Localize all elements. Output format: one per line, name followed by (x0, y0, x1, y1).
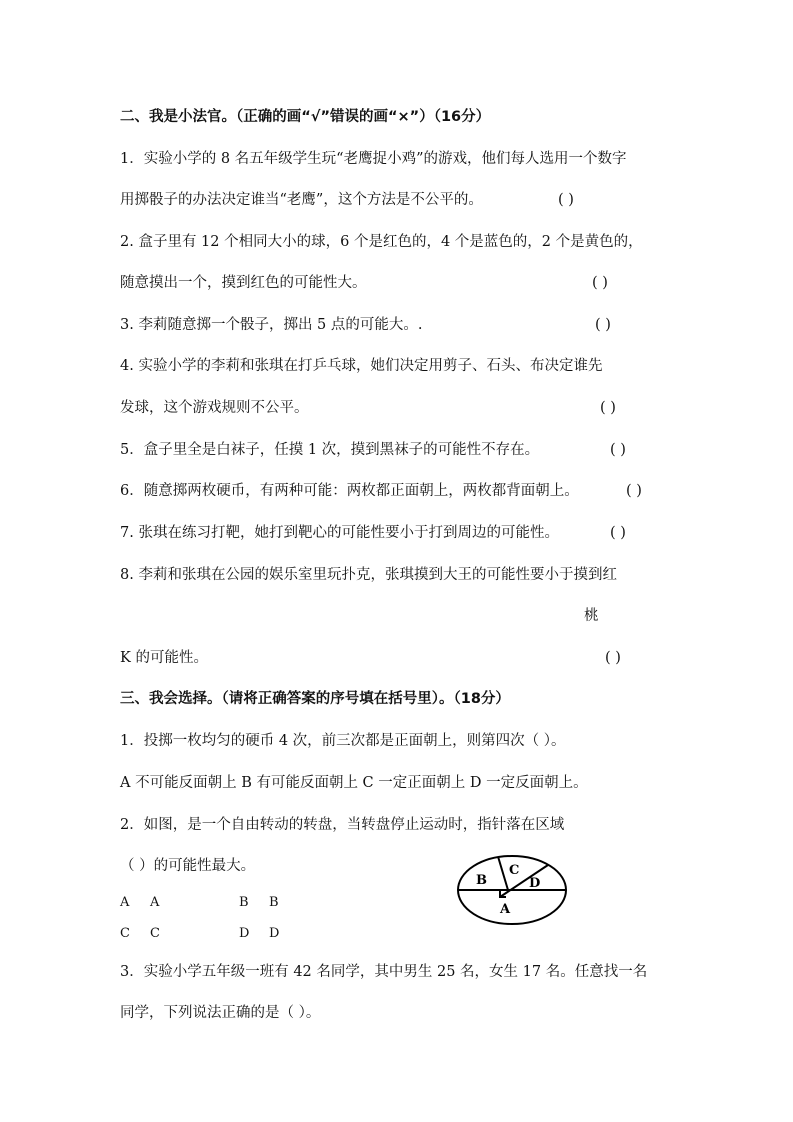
q3-2-option-c-value: C (150, 926, 160, 941)
q3-2-text-2: （ ）的可能性最大。 (120, 858, 256, 874)
q2-5-line-1: 5．盒子里全是白袜子，任摸 1 次，摸到黑袜子的可能性不存在。 (120, 442, 540, 458)
q3-2-option-a-letter: A (120, 895, 130, 910)
q2-4-line-2: 发球，这个游戏规则不公平。 (120, 400, 309, 416)
q3-2-option-d-value: D (269, 926, 280, 941)
q2-8-line-2: 桃 (584, 608, 599, 624)
spinner-label-a: A (500, 902, 511, 917)
q2-8-answer-paren[interactable]: ( ) (605, 650, 621, 666)
section-3-heading: 三、我会选择。（请将正确答案的序号填在括号里）。（18分） (120, 691, 510, 707)
q2-3-answer-paren[interactable]: ( ) (595, 317, 611, 333)
q3-1-options: A 不可能反面朝上 B 有可能反面朝上 C 一定正面朝上 D 一定反面朝上。 (120, 775, 588, 791)
q3-3-line-1: 3．实验小学五年级一班有 42 名同学，其中男生 25 名，女生 17 名。任意找一名 (120, 964, 648, 980)
q2-7-answer-paren[interactable]: ( ) (610, 525, 626, 541)
q3-2-option-a-value: A (150, 895, 160, 910)
q2-1-line-2: 用掷骰子的办法决定谁当“老鹰”，这个方法是不公平的。 (120, 192, 483, 208)
q2-5-answer-paren[interactable]: ( ) (610, 442, 626, 458)
spinner-diagram (456, 854, 568, 926)
q2-1-line-1: 1．实验小学的 8 名五年级学生玩“老鹰捉小鸡”的游戏，他们每人选用一个数字 (120, 151, 627, 167)
q2-2-line-1: 2. 盒子里有 12 个相同大小的球，6 个是红色的，4 个是蓝色的，2 个是黄色的， (120, 234, 643, 250)
q3-3-line-2: 同学，下列说法正确的是（ ）。 (120, 1005, 321, 1021)
q3-2-option-b-letter: B (239, 895, 249, 910)
q3-1-text: 1．投掷一枚均匀的硬币 4 次，前三次都是正面朝上，则第四次（ ）。 (120, 733, 566, 749)
spinner-label-d: D (529, 876, 541, 891)
q2-7-line-1: 7. 张琪在练习打靶，她打到靶心的可能性要小于打到周边的可能性。 (120, 525, 559, 541)
spinner-label-c: C (509, 863, 520, 878)
q2-2-answer-paren[interactable]: ( ) (592, 275, 608, 291)
q2-6-answer-paren[interactable]: ( ) (626, 483, 642, 499)
q3-2-text: 2．如图，是一个自由转动的转盘，当转盘停止运动时，指针落在区域 (120, 817, 565, 833)
q2-4-line-1: 4. 实验小学的李莉和张琪在打乒乓球，她们决定用剪子、石头、布决定谁先 (120, 358, 603, 374)
q2-1-answer-paren[interactable]: ( ) (558, 192, 574, 208)
q3-2-option-d-letter: D (239, 926, 250, 941)
q2-6-line-1: 6．随意掷两枚硬币，有两种可能：两枚都正面朝上，两枚都背面朝上。 (120, 483, 579, 499)
section-2-heading: 二、我是小法官。（正确的画“√”错误的画“×”）（16分） (120, 109, 491, 125)
spinner-label-b: B (476, 873, 487, 888)
q3-2-option-b-value: B (269, 895, 279, 910)
q2-8-line-1: 8. 李莉和张琪在公园的娱乐室里玩扑克，张琪摸到大王的可能性要小于摸到红 (120, 567, 617, 583)
q2-3-line-1: 3. 李莉随意掷一个骰子，掷出 5 点的可能大。. (120, 317, 423, 333)
q3-2-option-c-letter: C (120, 926, 130, 941)
q2-4-answer-paren[interactable]: ( ) (600, 400, 616, 416)
q2-2-line-2: 随意摸出一个，摸到红色的可能性大。 (120, 275, 367, 291)
q2-8-line-3: K 的可能性。 (120, 650, 208, 666)
